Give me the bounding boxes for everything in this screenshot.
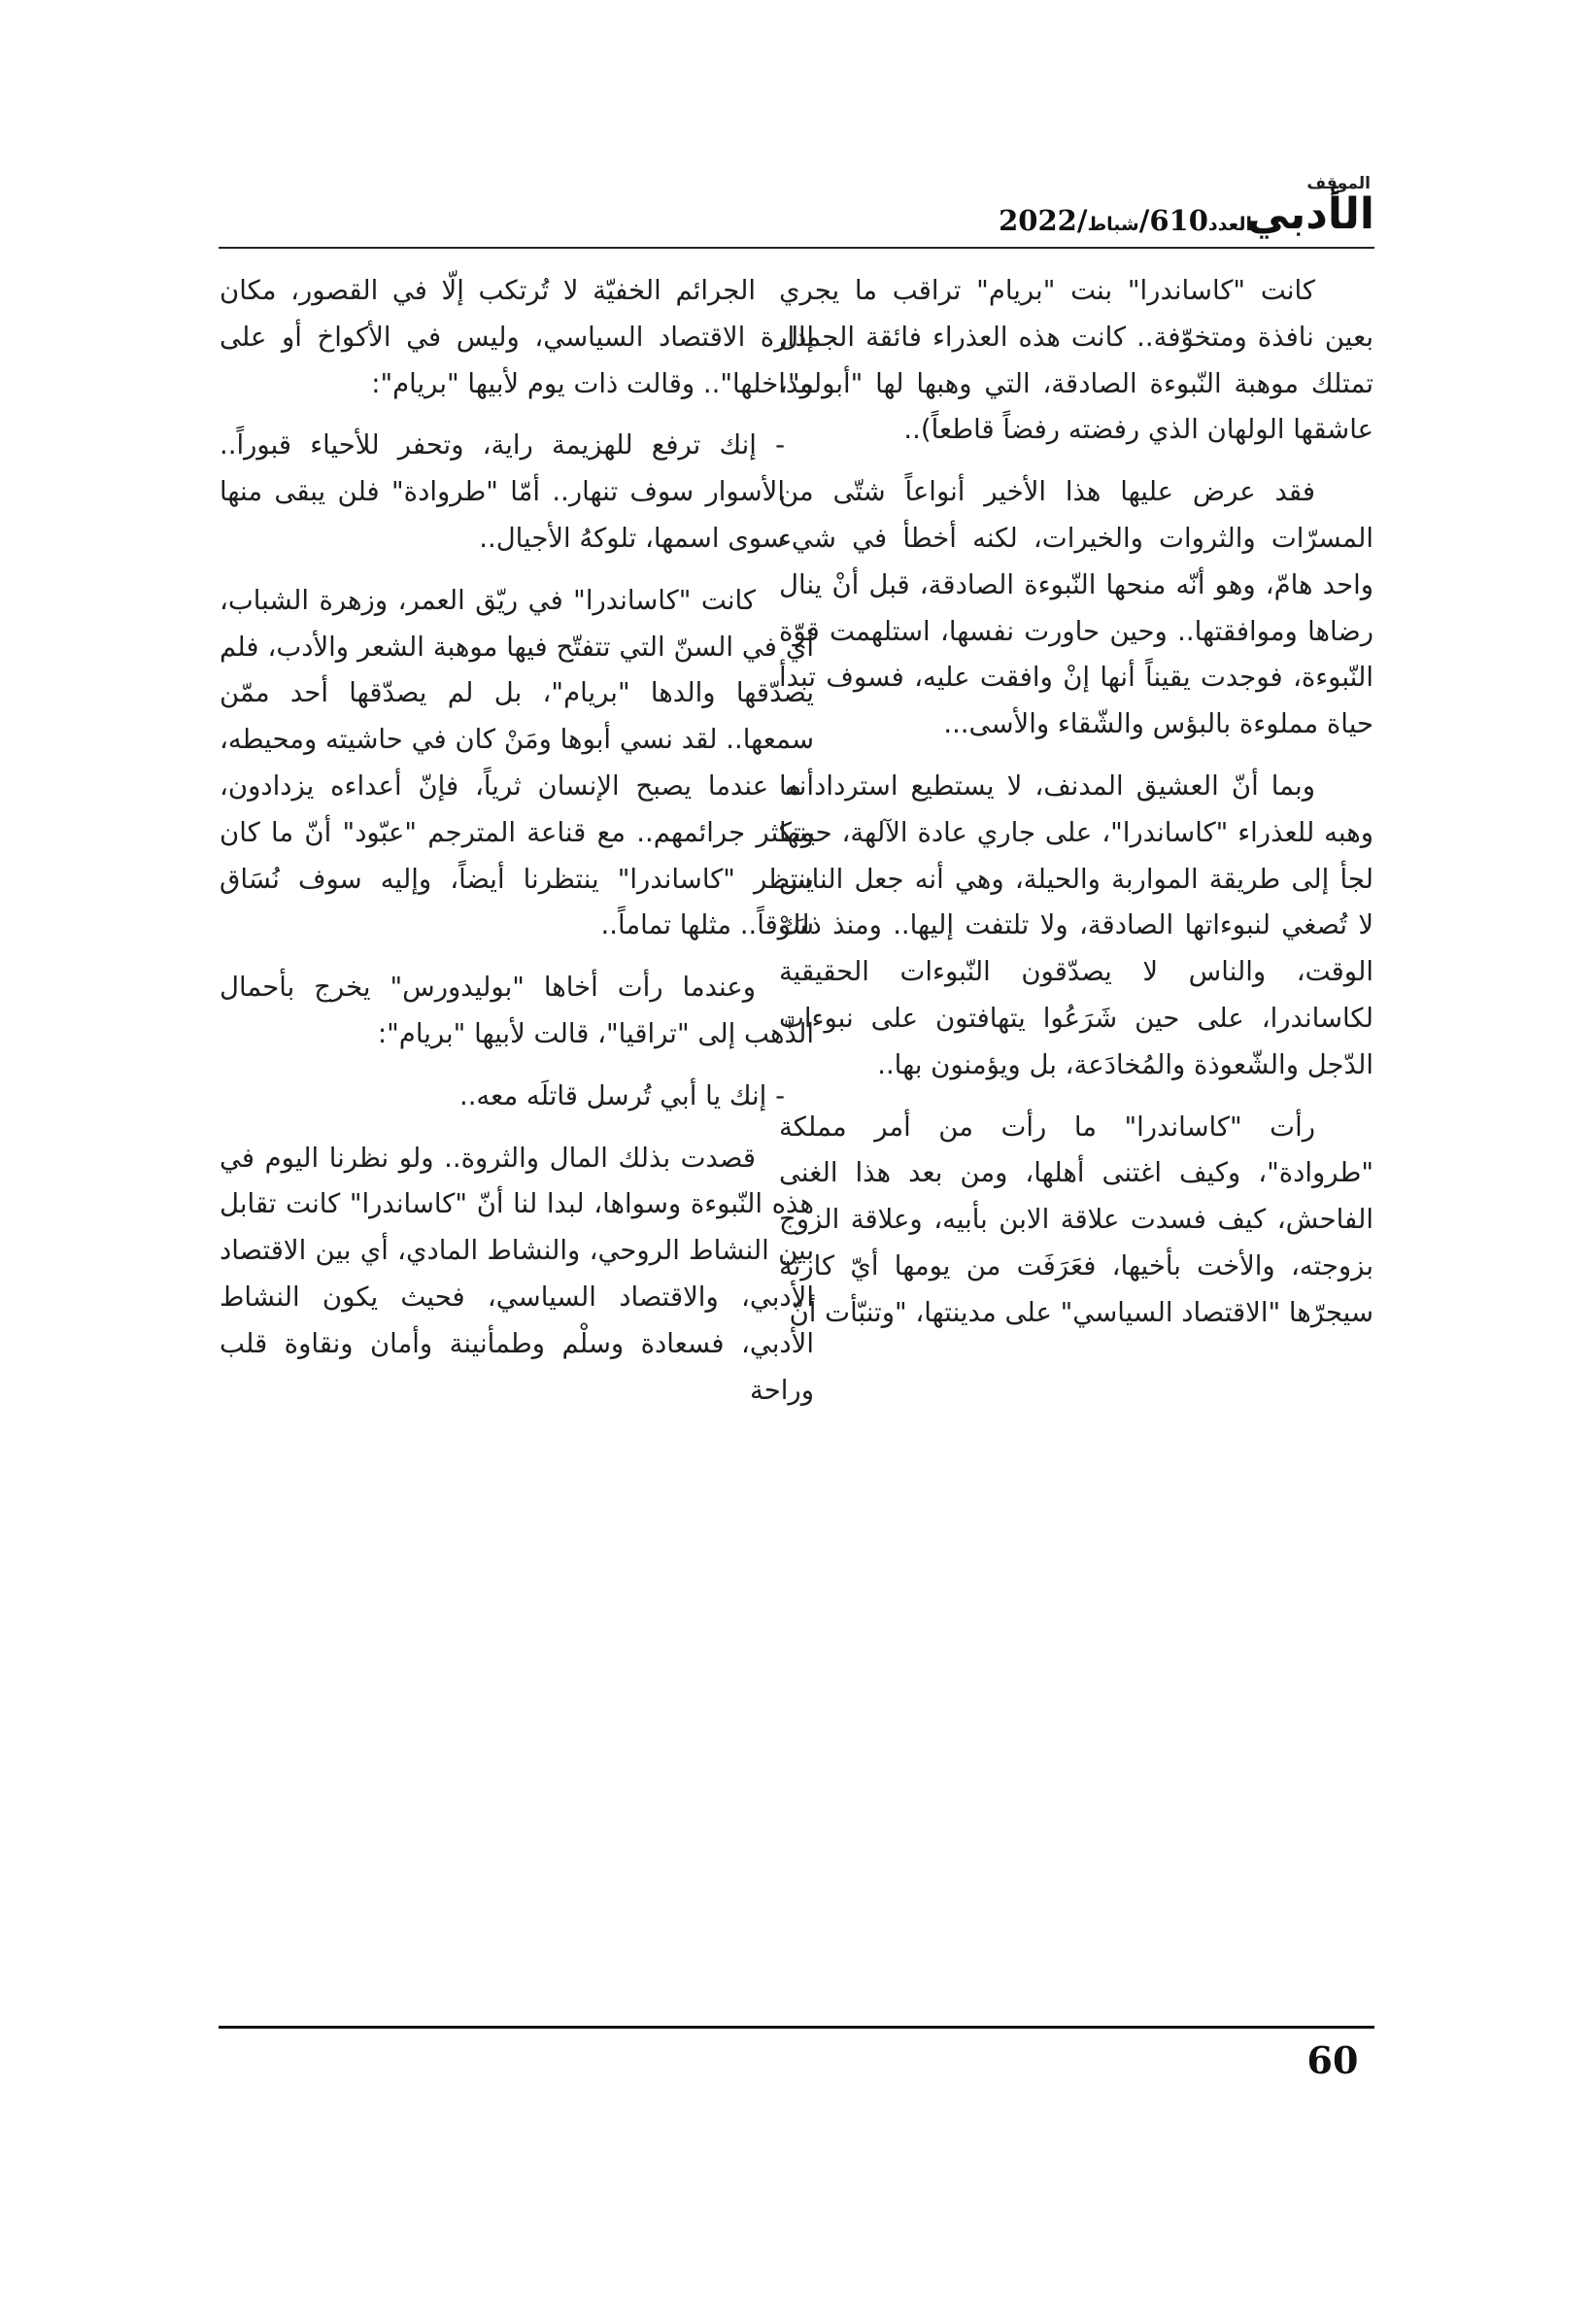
issue-label: العدد (1207, 214, 1252, 235)
issue-month: شباط (1087, 214, 1139, 235)
paragraph: وعندما رأت أخاها "بوليدورس" يخرج بأحمال الذّهب إلى "تراقيا"، قالت لأبيها "بريام": (220, 972, 814, 1049)
logo-big-text: الأدبي (1246, 189, 1374, 239)
issue-separator: / (1138, 204, 1150, 237)
paragraph: الجرائم الخفيّة لا تُرتكب إلّا في القصور، مكان إدارة الاقتصاد السياسي، وليس في الأكواخ أو على مداخلها".. وقالت ذات يوم لأبيها "بريام": (220, 275, 814, 399)
issue-separator: / (1076, 204, 1088, 237)
paragraph: رأت "كاساندرا" ما رأت من أمر مملكة "طروادة"، وكيف اغتنى أهلها، ومن بعد هذا الغنى الفاحش، كيف فسدت علاقة الابن بأبيه، وعلاقة الزوج بزوجته، والأخت بأخيها، فعَرَفَت من يومها أيّ كارثة سيجرّها "الاقتصاد السياسي" على مدينتها، "وتنبّأت أنّ (779, 1111, 1373, 1328)
magazine-logo (1246, 174, 1374, 243)
dialogue-line: - إنك يا أبي تُرسل قاتلَه معه.. (458, 1079, 785, 1111)
issue-number: 610 (1149, 204, 1208, 237)
paragraph: فقد عرض عليها هذا الأخير أنواعاً شتّى من المسرّات والثروات والخيرات، لكنه أخطأ في شيء واحد هامّ، وهو أنّه منحها النّبوءة الصادقة، قبل أنْ ينال رضاها وموافقتها.. وحين حاورت نفسها، استلهمت قوّة النّبوءة، فوجدت يقيناً أنها إنْ وافقت عليه، فسوف تبدأ حياة مملوءة بالبؤس والشّقاء والأسى... (779, 476, 1373, 740)
paragraph: قصدت بذلك المال والثروة.. ولو نظرنا اليوم في هذه النّبوءة وسواها، لبدا لنا أنّ "كاساندرا" كانت تقابل بين النشاط الروحي، والنشاط المادي، أي بين الاقتصاد الأدبي، والاقتصاد السياسي، فحيث يكون النشاط الأدبي، فسعادة وسلْم وطمأنينة وأمان ونقاوة قلب وراحة (220, 1142, 814, 1406)
issue-info (999, 204, 1252, 237)
logo-small-text: الموقف (1306, 174, 1371, 193)
header-divider (219, 247, 1374, 249)
paragraph: كانت "كاساندرا" في ريّق العمر، وزهرة الشباب، أي في السنّ التي تتفتّح فيها موهبة الشعر والأدب، فلم يصدّقها والدها "بريام"، بل لم يصدّقها أحد ممّن سمعها.. لقد نسي أبوها ومَنْ كان في حاشيته ومحيطه، أنه عندما يصبح الإنسان ثرياً، فإنّ أعداءه يزدادون، وتكثر جرائمهم.. مع قناعة المترجم "عبّود" أنّ ما كان ينتظر "كاساندرا" ينتظرنا أيضاً، وإليه سوف نُسَاق سَوْقاً.. مثلها تماماً.. (220, 584, 814, 941)
page-number: 60 (1306, 2038, 1359, 2082)
left-column (220, 268, 814, 2007)
paragraph: وبما أنّ العشيق المدنف، لا يستطيع استرداد ما وهبه للعذراء "كاساندرا"، على جاري عادة الآلهة، حينها لجأ إلى طريقة المواربة والحيلة، وهي أنه جعل الناس لا تُصغي لنبوءاتها الصادقة، ولا تلتفت إليها.. ومنذ ذلك الوقت، والناس لا يصدّقون النّبوءات الحقيقية لكاساندرا، على حين شَرَعُوا يتهافتون على نبوءات الدّجل والشّعوذة والمُخادَعة، بل ويؤمنون بها.. (779, 769, 1373, 1080)
page-header (219, 175, 1374, 253)
dialogue-line: - إنك ترفع للهزيمة راية، وتحفر للأحياء قبوراً.. الأسوار سوف تنهار.. أمّا "طروادة" فلن يبقى منها سوى اسمها، تلوكهُ الأجيال.. (220, 429, 785, 554)
right-column (779, 268, 1373, 2007)
issue-year: 2022 (999, 204, 1077, 237)
footer-divider (219, 2026, 1374, 2029)
paragraph: كانت "كاساندرا" بنت "بريام" تراقب ما يجري بعين نافذة ومتخوّفة.. كانت هذه العذراء فائقة الجمال تمتلك موهبة النّبوءة الصادقة، التي وهبها لها "أبولو"، عاشقها الولهان الذي رفضته رفضاً قاطعاً).. (779, 275, 1373, 446)
